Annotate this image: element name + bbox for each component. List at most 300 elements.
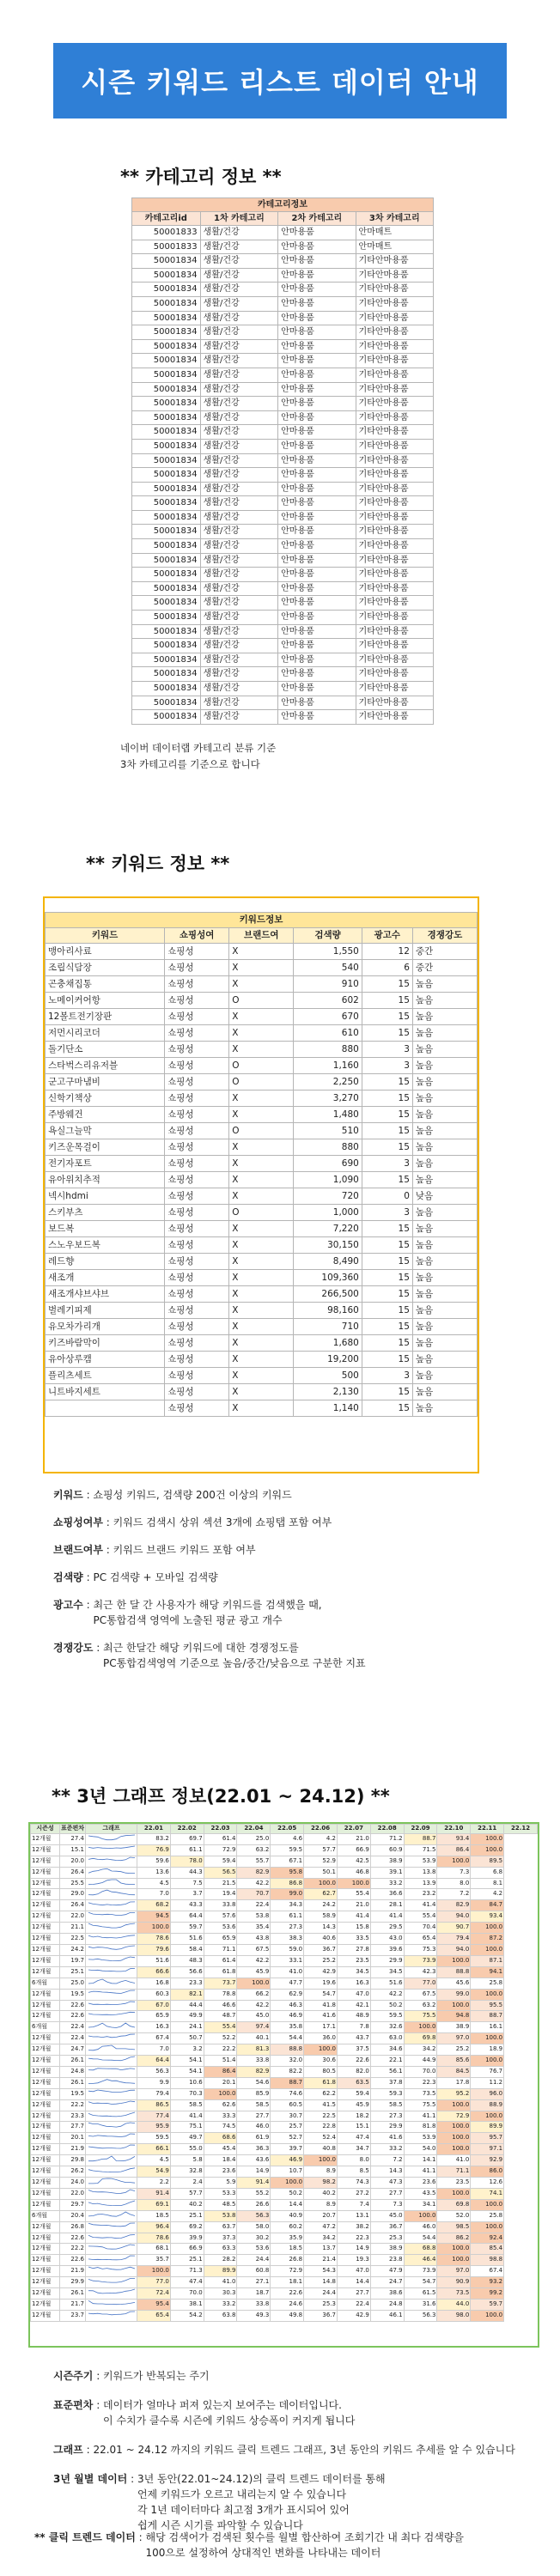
table-cell: 90.9 [437,2277,471,2288]
table-cell: 3.7 [170,1889,204,1900]
table-cell: 57.7 [304,1844,338,1856]
sparkline [86,1966,137,1978]
table-cell: 50001834 [132,368,201,382]
table-cell: 22.4 [60,2033,86,2044]
table-cell: 36.7 [370,2221,404,2233]
table-cell: 안마용품 [278,354,356,368]
table-cell: 새조개샤브샤브 [46,1286,165,1303]
table-cell: X [229,976,294,993]
table-cell: 4.2 [471,1889,504,1900]
table-cell: 55.4 [337,1889,370,1900]
table-cell: 23.5 [337,1955,370,1966]
table-cell: 25.2 [304,1955,338,1966]
table-cell: 기타안마용품 [356,354,433,368]
sparkline [86,2122,137,2133]
table-cell: 41.0 [437,2155,471,2166]
table-cell: 20.1 [204,2077,237,2088]
table-cell: 생활/건강 [200,397,277,411]
table-cell: 7.3 [437,1867,471,1878]
table-cell: 27.7 [60,2122,86,2133]
table-cell: 56.3 [237,2210,271,2221]
sparkline-chart [88,1845,136,1852]
table-cell: 53.6 [204,1923,237,1934]
table-cell: 54.7 [404,2277,437,2288]
table-cell: 56.6 [170,1966,204,1978]
table-cell: 50001834 [132,283,201,297]
sparkline-chart [88,2189,136,2196]
sparkline [86,2166,137,2178]
table-cell: 15 [362,1107,412,1123]
table-cell: 63.0 [370,2033,404,2044]
table-cell: 63.7 [204,2221,237,2233]
table-cell: 12개월 [31,2144,60,2155]
table-cell: 기타안마용품 [356,468,433,483]
definition-term: 그래프 [53,2444,83,2456]
table-cell: 12개월 [31,2044,60,2056]
table-cell: 73.7 [204,1978,237,1989]
table-cell: 69.8 [404,2033,437,2044]
sparkline [86,1955,137,1966]
table-cell: O [229,993,294,1009]
table-cell: 35.4 [237,1923,271,1934]
table-cell: 51.6 [137,1955,171,1966]
table-cell: 54.0 [404,2144,437,2155]
table-cell: 720 [294,1188,362,1205]
table-cell: 쇼핑성 [165,1139,229,1156]
sparkline [86,2066,137,2077]
sparkline-line [88,2069,135,2070]
table-cell: 59.7 [170,1923,204,1934]
table-row [132,667,434,682]
separator: : [102,1516,113,1528]
table-cell: 52.0 [437,2210,471,2221]
table-cell: 42.5 [337,1856,370,1867]
table-cell: 12개월 [31,2188,60,2199]
table-cell: 33.2 [370,1878,404,1889]
table-row [132,382,434,397]
table-row [31,1900,538,1911]
table-cell: 70.3 [170,2088,204,2099]
table-cell: 26.8 [271,2255,304,2266]
table-cell: 72.9 [204,1844,237,1856]
table-cell: 38.3 [271,1934,304,1945]
table-cell: 22.6 [271,2288,304,2300]
table-cell: 3,270 [294,1091,362,1107]
table-cell: 94.0 [437,1944,471,1955]
table-cell: 기타안마용품 [356,510,433,525]
table-cell: 높음 [412,976,477,993]
definition-text: PC 검색량 + 모바일 검색량 [93,1571,218,1583]
table-cell: 13.8 [404,1867,437,1878]
table-cell: 기타안마용품 [356,410,433,425]
table-cell: 7.3 [370,2199,404,2210]
table-cell: 13.6 [137,1867,171,1878]
table-cell: 쇼핑성 [165,1303,229,1319]
table-cell: 24.4 [304,2288,338,2300]
table-cell: 23.2 [404,1889,437,1900]
table-cell: 50001834 [132,254,201,269]
keyword-definitions [53,1487,534,1683]
table-cell: 18.9 [471,2044,504,2056]
table-row [132,510,434,525]
table-row [132,339,434,354]
table-cell: 82.9 [437,1900,471,1911]
table-row [31,1966,538,1978]
sparkline-chart [88,1834,136,1841]
sparkline-line [88,2057,135,2061]
table-cell: 4.6 [271,1833,304,1844]
table-cell: 쇼핑성 [165,1156,229,1172]
sparkline-line [88,2145,135,2148]
table-cell: X [229,1107,294,1123]
table-cell: X [229,1352,294,1368]
table-cell: 58.5 [370,2099,404,2111]
table-cell: 25.0 [60,1978,86,1989]
table-cell: 38.6 [370,2288,404,2300]
table-cell: 생활/건강 [200,639,277,653]
table-row [132,425,434,440]
table-cell: 42.9 [337,2310,370,2321]
table-cell: 19.3 [337,2255,370,2266]
table-cell: 64.4 [170,1911,204,1923]
table-cell: 59.5 [370,2011,404,2022]
table-cell: 70.0 [170,2288,204,2300]
table-cell: 19.5 [60,2088,86,2099]
table-cell: 1,480 [294,1107,362,1123]
table-cell: 39.7 [271,2144,304,2155]
graph-section-title: ** 3년 그래프 정보(22.01 ~ 24.12) ** [52,1786,390,1807]
table-row [46,960,478,976]
table-cell: 24.8 [60,2066,86,2077]
table-cell: 7.4 [337,2199,370,2210]
table-cell: 53.9 [404,2133,437,2144]
table-cell: 91.4 [137,2188,171,2199]
table-cell: 71.3 [170,2266,204,2277]
sparkline-chart [88,2288,136,2295]
table-cell: 7.2 [437,1889,471,1900]
table-cell: 15 [362,1237,412,1254]
sparkline-line [88,1923,135,1928]
table-cell: 53.3 [204,2188,237,2199]
graph-header: 22.02 [170,1825,204,1834]
table-cell: 74.6 [271,2088,304,2099]
table-cell: 생활/건강 [200,596,277,611]
table-cell: 12개월 [31,2000,60,2011]
table-cell: 안마용품 [278,439,356,453]
table-cell: 14.1 [404,2155,437,2166]
table-cell: 540 [294,960,362,976]
table-cell: 82.2 [271,2066,304,2077]
graph-definitions [53,2368,543,2547]
sparkline [86,2299,137,2310]
sparkline [86,2056,137,2067]
table-cell: 69.7 [170,1833,204,1844]
table-cell: 55.2 [237,2188,271,2199]
table-cell: 54.2 [170,2310,204,2321]
table-row [132,439,434,453]
sparkline-chart [88,2011,136,2018]
table-cell: 35.7 [137,2255,171,2266]
sparkline-line [88,2312,135,2315]
table-cell: 생활/건강 [200,653,277,667]
table-cell: 50001834 [132,539,201,554]
table-cell: 66.9 [337,1844,370,1856]
table-row [46,1123,478,1139]
table-cell: 88.8 [271,2044,304,2056]
table-row [132,596,434,611]
table-row [132,496,434,511]
table-cell: 80.5 [304,2066,338,2077]
table-row [46,1156,478,1172]
banner-title: 시즌 키워드 리스트 데이터 안내 [81,66,479,99]
table-cell: 73.9 [404,1955,437,1966]
sparkline [86,2255,137,2266]
table-cell: 81.3 [237,2044,271,2056]
table-row [31,2166,538,2178]
table-row [46,1270,478,1286]
category-caption: 카테고리정보 [132,198,434,212]
table-cell: 51.6 [370,1978,404,1989]
table-row [46,1139,478,1156]
table-row [132,611,434,625]
table-cell: 56.3 [404,2310,437,2321]
table-cell: 36.7 [304,1944,338,1955]
table-cell: 89.9 [204,2266,237,2277]
table-cell: 98.5 [437,2221,471,2233]
table-cell: 74.5 [204,2122,237,2133]
definition-row [53,1570,534,1585]
definition-term: 경쟁강도 [53,1642,94,1654]
table-row [31,2299,538,2310]
table-cell: 266,500 [294,1286,362,1303]
table-cell: 22.6 [60,2255,86,2266]
table-cell: 24.7 [60,2044,86,2056]
table-row [46,1205,478,1221]
table-cell: 77.0 [137,2277,171,2288]
sparkline [86,2288,137,2300]
table-row [46,1254,478,1270]
table-cell: 40.9 [271,2210,304,2221]
table-cell: 82.1 [170,1989,204,2000]
table-cell: 안마용품 [278,453,356,468]
table-cell: 38.1 [170,2299,204,2310]
table-cell: 생활/건강 [200,240,277,254]
table-cell: 87.2 [471,1934,504,1945]
sparkline-chart [88,1990,136,1996]
table-cell: 43.6 [237,2155,271,2166]
table-cell: 쇼핑성 [165,976,229,993]
table-cell: 22.5 [304,2111,338,2122]
table-row [31,1955,538,1966]
table-cell: 45.4 [204,2144,237,2155]
table-cell: 22.0 [60,1911,86,1923]
table-cell: 6개월 [31,2022,60,2033]
table-cell: 생활/건강 [200,311,277,325]
table-cell: 생활/건강 [200,339,277,354]
table-cell: 7.2 [370,2155,404,2166]
table-cell: 12개월 [31,1911,60,1923]
table-cell: 100.0 [137,2266,171,2277]
table-cell: 15 [362,1139,412,1156]
table-cell: 42.2 [237,1955,271,1966]
table-cell: 15 [362,1123,412,1139]
table-cell: 63.2 [404,2000,437,2011]
sparkline-line [88,2256,135,2260]
table-cell: 63.2 [237,1844,271,1856]
table-cell: 25.3 [370,2233,404,2244]
table-cell: 높음 [412,1091,477,1107]
table-cell: X [229,1156,294,1172]
table-cell: 37.5 [337,2044,370,2056]
table-cell: 35.9 [271,2233,304,2244]
sparkline-chart [88,2266,136,2273]
table-cell: 11.2 [471,2077,504,2088]
sparkline-line [88,2267,135,2269]
table-cell: 30,150 [294,1237,362,1254]
table-cell: 안마용품 [278,568,356,582]
table-cell: 기타안마용품 [356,453,433,468]
table-cell: 안마용품 [278,639,356,653]
table-cell: X [229,944,294,960]
category-note [120,740,276,773]
table-cell: 쇼핑성 [165,1270,229,1286]
table-cell: 79.4 [437,1934,471,1945]
table-row [46,1009,478,1025]
table-cell: X [229,1254,294,1270]
graph-header: 22.10 [437,1825,471,1834]
table-cell: 50001833 [132,226,201,240]
table-cell: 95.7 [471,2133,504,2144]
table-cell: 24.2 [304,1900,338,1911]
table-row [31,1867,538,1878]
keyword-header: 광고수 [362,928,412,944]
table-row [31,1989,538,2000]
table-cell: 51.6 [170,1934,204,1945]
separator: : [93,2399,104,2411]
table-cell: 14.3 [370,2166,404,2178]
table-cell: 95.8 [271,1867,304,1878]
table-cell: 54.6 [237,2077,271,2088]
sparkline-chart [88,2022,136,2029]
separator: : [93,2370,104,2382]
table-cell: 52.4 [304,2133,338,2144]
sparkline [86,2155,137,2166]
table-cell: 27.3 [271,1923,304,1934]
table-cell: 기타안마용품 [356,667,433,682]
table-cell: 생활/건강 [200,510,277,525]
table-cell: 26.6 [237,2199,271,2210]
table-cell: 50001834 [132,710,201,725]
table-cell: 22.6 [337,2056,370,2067]
table-cell [46,1400,165,1417]
sparkline-chart [88,1978,136,1985]
table-cell: 58.4 [170,1944,204,1955]
table-cell: 안마용품 [278,510,356,525]
table-row [132,539,434,554]
table-cell: 60.5 [271,2099,304,2111]
table-cell: 24.4 [237,2255,271,2266]
table-cell: 기타안마용품 [356,653,433,667]
sparkline-chart [88,1956,136,1963]
keyword-header: 키워드 [46,928,165,944]
table-cell: 39.9 [170,2233,204,2244]
sparkline [86,2133,137,2144]
table-cell: 24.7 [370,2277,404,2288]
table-cell: 75.3 [404,1944,437,1955]
keyword-header: 브랜드여 [229,928,294,944]
sparkline-chart [88,2122,136,2129]
table-cell: 100.0 [271,2178,304,2189]
table-cell: 93.2 [471,2277,504,2288]
sparkline-chart [88,2001,136,2008]
table-cell: 75.5 [404,2011,437,2022]
table-cell: 13.9 [404,1878,437,1889]
table-cell: 생활/건강 [200,667,277,682]
table-cell: X [229,1368,294,1384]
table-cell: 키즈운목걸이 [46,1139,165,1156]
sparkline [86,2266,137,2277]
table-cell: 키즈바람막이 [46,1335,165,1352]
table-cell: 12개월 [31,2199,60,2210]
table-cell: 안마용품 [278,397,356,411]
table-cell: 높음 [412,1303,477,1319]
table-cell: X [229,1237,294,1254]
table-cell: 50.2 [271,2188,304,2199]
table-cell: 20.0 [60,1856,86,1867]
table-cell: 15 [362,1319,412,1335]
table-cell: 75.5 [404,2099,437,2111]
table-cell: 25.7 [271,2122,304,2133]
table-cell: 안마용품 [278,368,356,382]
graph-header: 22.08 [370,1825,404,1834]
table-row [132,268,434,283]
table-cell: 14.4 [337,2277,370,2288]
table-row [132,682,434,696]
table-cell: 생활/건강 [200,568,277,582]
table-cell: 곤충채집통 [46,976,165,993]
table-cell: 45.0 [370,2210,404,2221]
table-cell: 스노우보드복 [46,1237,165,1254]
table-cell: 89.9 [471,2122,504,2133]
table-cell: 군고구마냄비 [46,1074,165,1091]
table-cell: 50001834 [132,397,201,411]
table-cell: 15 [362,976,412,993]
table-cell: 58.0 [237,2221,271,2233]
table-cell: 100.0 [437,1856,471,1867]
sparkline [86,2033,137,2044]
table-cell: 46.1 [370,2310,404,2321]
table-cell: 100.0 [471,1944,504,1955]
table-cell: 25.5 [60,1878,86,1889]
table-cell: 50001834 [132,611,201,625]
table-cell: 보드복 [46,1221,165,1237]
table-cell: 12볼트전기장판 [46,1009,165,1025]
definition-text: 22.01 ~ 24.12 까지의 키워드 클릭 트렌드 그래프, 3년 동안의 키워드 추세를 알 수 있습니다 [93,2444,515,2456]
graph-header: 22.01 [137,1825,171,1834]
table-row [132,254,434,269]
table-cell: 100.0 [337,1878,370,1889]
table-row [31,2210,538,2221]
sparkline [86,1944,137,1955]
table-cell: 27.7 [337,2288,370,2300]
table-cell: 60.3 [137,1989,171,2000]
table-cell: 안마용품 [278,325,356,340]
table-cell: 34.3 [271,1900,304,1911]
table-cell: 55.4 [404,1911,437,1923]
table-cell: 81.8 [404,2122,437,2133]
table-cell: 59.4 [204,1856,237,1867]
table-cell: 100.0 [404,2022,437,2033]
